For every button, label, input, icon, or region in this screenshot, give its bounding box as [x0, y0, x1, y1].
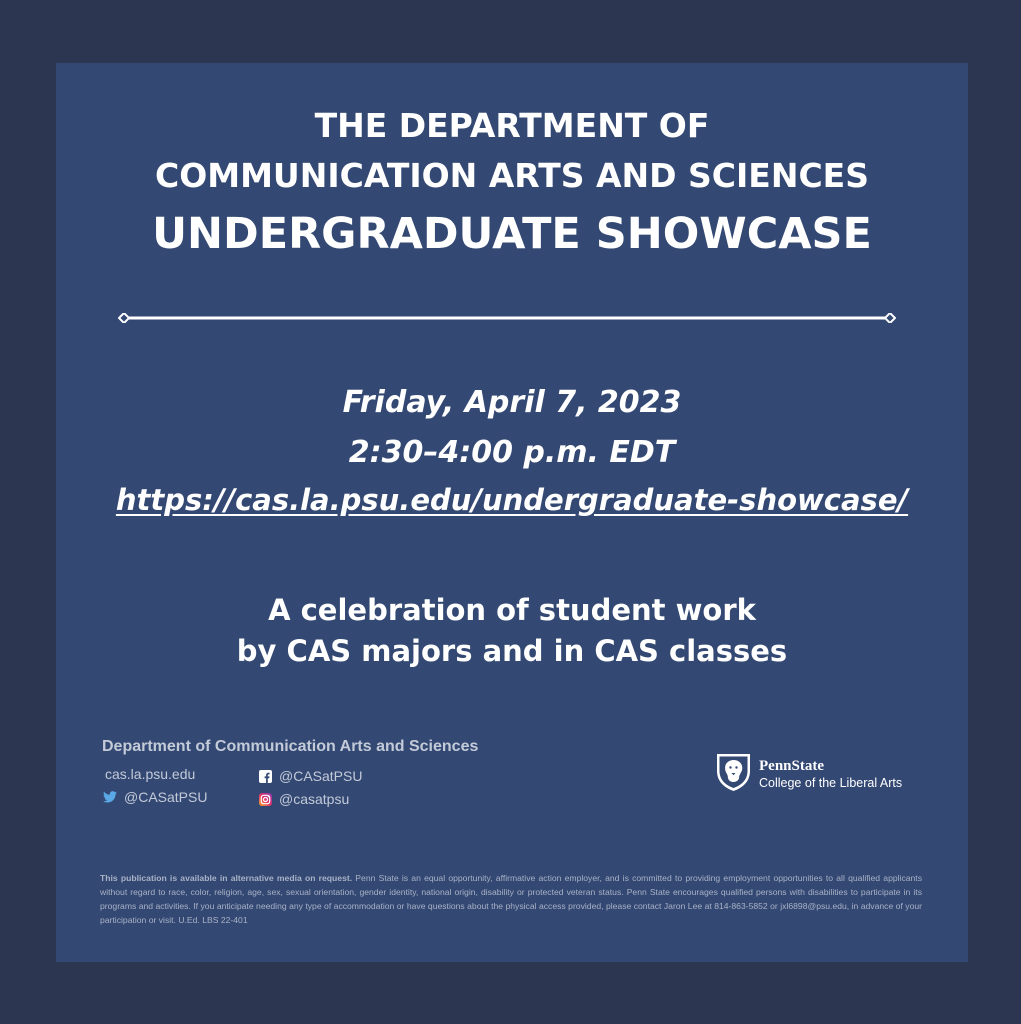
instagram-handle: @casatpsu — [279, 791, 350, 807]
tagline-line-1: A celebration of student work — [268, 593, 756, 627]
facebook-icon — [259, 770, 272, 783]
event-url-link[interactable]: https://cas.la.psu.edu/undergraduate-showcase/ — [115, 483, 909, 517]
website-text: cas.la.psu.edu — [105, 766, 196, 782]
twitter-icon — [103, 791, 117, 803]
facebook-link[interactable] — [259, 768, 362, 784]
instagram-icon — [259, 793, 272, 806]
disclaimer-text — [100, 871, 922, 927]
disclaimer-body: Penn State is an equal opportunity, affirmative action employer, and is committed to providing employment opportunities to all qualified applicants without regard to race, color, religion, age, sex, sexual orientation, gender identity, national origin, disability or protected veteran status. Penn State encourages qualified persons with disabilities to participate in its programs and activities. If you anticipate needing any type of accommodation or have questions about the physical access provided, please contact Jaron Lee at 814-863-5852 or jxl6898@psu.edu, in advance of your participation or visit. U.Ed. LBS 22-401 — [100, 873, 922, 925]
flyer-panel — [56, 63, 968, 962]
website-link[interactable] — [105, 766, 195, 782]
facebook-handle: @CASatPSU — [279, 768, 363, 784]
logo-wordmark: PennState — [759, 758, 824, 774]
headline-department-name: COMMUNICATION ARTS AND SCIENCES — [154, 156, 869, 195]
pennstate-logo — [715, 752, 902, 797]
disclaimer-lead: This publication is available in alternative media on request. — [100, 873, 353, 883]
logo-college-name: College of the Liberal Arts — [759, 776, 903, 790]
twitter-link[interactable] — [103, 789, 207, 805]
divider-rule — [118, 313, 896, 323]
event-date: Friday, April 7, 2023 — [342, 385, 682, 420]
headline-event-title: UNDERGRADUATE SHOWCASE — [152, 209, 872, 259]
nittany-lion-shield-icon — [715, 752, 752, 797]
instagram-link[interactable] — [259, 791, 349, 807]
diamond-icon — [885, 313, 895, 323]
headline-department: THE DEPARTMENT OF — [314, 106, 710, 145]
event-time: 2:30–4:00 p.m. EDT — [348, 435, 676, 470]
footer-department-name: Department of Communication Arts and Sciences — [102, 738, 479, 755]
diamond-icon — [119, 313, 129, 323]
tagline-line-2: by CAS majors and in CAS classes — [236, 634, 788, 668]
twitter-handle: @CASatPSU — [124, 789, 208, 805]
